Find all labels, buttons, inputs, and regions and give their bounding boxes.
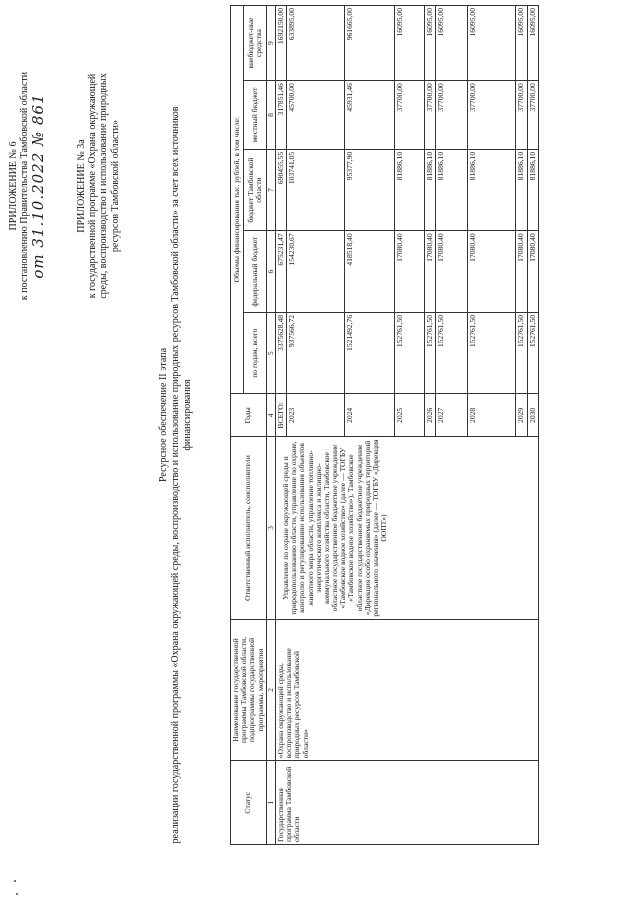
sub-appendix-line2: среды, воспроизводство и использование природных	[98, 73, 110, 299]
appendix-number: ПРИЛОЖЕНИЕ № 6	[8, 141, 19, 231]
resolution-line: к постановлению Правительства Тамбовской области	[19, 71, 31, 301]
document-title	[158, 95, 194, 844]
regional-cell: 103741,05	[287, 149, 345, 231]
regional-cell: 95377,90	[345, 149, 395, 231]
year-cell: 2027	[436, 394, 468, 437]
offbudget-cell: 16095,00	[468, 6, 516, 81]
total-cell: 152761,50	[516, 312, 527, 394]
handwritten-date: от 31.10.2022 № 861	[29, 93, 48, 279]
header-regional: бюджет Тамбовской области	[244, 149, 267, 231]
status-cell: Государственная программа Тамбовской области	[275, 761, 538, 845]
sub-appendix-line3: ресурсов Тамбовской области»	[109, 119, 121, 253]
federal-cell: 154230,67	[287, 231, 345, 313]
offbudget-cell: 961665,00	[345, 6, 395, 81]
year-cell: ВСЕГО:	[275, 394, 286, 437]
offbudget-cell: 16095,00	[425, 6, 436, 81]
federal-cell: 418518,40	[345, 231, 395, 313]
local-cell: 37700,00	[425, 81, 436, 150]
offbudget-cell: 633895,00	[287, 6, 345, 81]
year-cell: 2024	[345, 394, 395, 437]
regional-cell: 81886,10	[468, 149, 516, 231]
local-cell: 37700,00	[395, 81, 425, 150]
col-index: 1	[266, 761, 275, 845]
offbudget-cell: 16095,00	[436, 6, 468, 81]
program-name-cell: «Охрана окружающей среды, воспроизводство и использование природных ресурсов Тамбовской области»	[275, 619, 538, 761]
offbudget-cell: 16095,00	[527, 6, 538, 81]
offbudget-cell: 16095,00	[516, 6, 527, 81]
regional-cell: 81886,10	[425, 149, 436, 231]
federal-cell: 17080,40	[425, 231, 436, 313]
title-line2: реализации государственной программы «Охрана окружающей среды, воспроизводство и использование природных ресурсов Тамбовской области» за счет всех источников	[170, 106, 181, 844]
header-years: Годы	[231, 394, 267, 437]
col-index: 3	[266, 437, 275, 619]
local-cell: 45931,46	[345, 81, 395, 150]
col-index: 8	[266, 81, 275, 150]
local-cell: 37700,00	[436, 81, 468, 150]
col-index: 5	[266, 312, 275, 394]
regional-cell: 81886,10	[436, 149, 468, 231]
header-offbudget: внебюджет-ные средства	[244, 6, 267, 81]
title-line1: Ресурсное обеспечение II этапа	[158, 347, 169, 483]
col-index: 4	[266, 394, 275, 437]
local-cell: 37700,00	[468, 81, 516, 150]
total-cell: 152761,50	[425, 312, 436, 394]
federal-cell: 17080,40	[395, 231, 425, 313]
total-cell: 937566,72	[287, 312, 345, 394]
year-cell: 2030	[527, 394, 538, 437]
header-local: местный бюджет	[244, 81, 267, 150]
col-index: 7	[266, 149, 275, 231]
total-cell: 152761,50	[436, 312, 468, 394]
local-cell: 45700,00	[287, 81, 345, 150]
local-cell: 317851,46	[275, 81, 286, 150]
header-by-years: по годам, всего	[244, 312, 267, 394]
table-row	[275, 6, 286, 845]
resource-table	[230, 5, 539, 845]
local-cell: 37700,00	[527, 81, 538, 150]
year-cell: 2023	[287, 394, 345, 437]
year-cell: 2028	[468, 394, 516, 437]
sub-appendix-header	[76, 36, 121, 336]
regional-cell: 690455,55	[275, 149, 286, 231]
sub-appendix-number: ПРИЛОЖЕНИЕ № 3а	[76, 139, 87, 233]
executor-cell: Управление по охране окружающей среды и природопользованию области, управление по охране, контролю и регулированию использования объектов животного мира области, управление топливно-энергетического комплекса и жилищно-коммунального хозяйства области, Тамбовское областное государственное бюджетное учреждение «Тамбовское водное хозяйство» (далее — ТОГБУ «Тамбовское водное хозяйство»), Тамбовское областное государственное бюджетное учреждение «Дирекция особо охраняемых природных территорий регионального значения» (далее — ТОГБУ «Дирекция ООПТ»)	[275, 437, 538, 619]
column-index-row	[266, 6, 275, 845]
year-cell: 2025	[395, 394, 425, 437]
local-cell: 37700,00	[516, 81, 527, 150]
header-federal: федеральный бюджет	[244, 231, 267, 313]
header-name: Наименование государственной программы Тамбовской области, подпрограммы государственной программы, мероприятия	[231, 619, 267, 761]
sub-appendix-line1: к государственной программе «Охрана окружающей	[87, 73, 99, 299]
year-cell: 2029	[516, 394, 527, 437]
total-cell: 152761,50	[468, 312, 516, 394]
federal-cell: 17080,40	[516, 231, 527, 313]
total-cell: 152761,50	[527, 312, 538, 394]
col-index: 6	[266, 231, 275, 313]
regional-cell: 81886,10	[527, 149, 538, 231]
header-volume: Объемы финансирования тыс. рублей, в том числе:	[231, 6, 244, 394]
regional-cell: 81886,10	[395, 149, 425, 231]
title-line3: финансирования	[182, 379, 193, 451]
header-status: Статус	[231, 761, 267, 845]
total-cell: 152761,50	[395, 312, 425, 394]
federal-cell: 17080,40	[468, 231, 516, 313]
total-cell: 1521492,76	[345, 312, 395, 394]
col-index: 9	[266, 6, 275, 81]
federal-cell: 17080,40	[527, 231, 538, 313]
year-cell: 2026	[425, 394, 436, 437]
offbudget-cell: 16095,00	[395, 6, 425, 81]
regional-cell: 81886,10	[516, 149, 527, 231]
header-executor: Ответственный исполнитель, соисполнители	[231, 437, 267, 619]
col-index: 2	[266, 619, 275, 761]
federal-cell: 675231,47	[275, 231, 286, 313]
offbudget-cell: 1692150,00	[275, 6, 286, 81]
federal-cell: 17080,40	[436, 231, 468, 313]
appendix-header	[8, 36, 47, 336]
total-cell: 3375628,48	[275, 312, 286, 394]
